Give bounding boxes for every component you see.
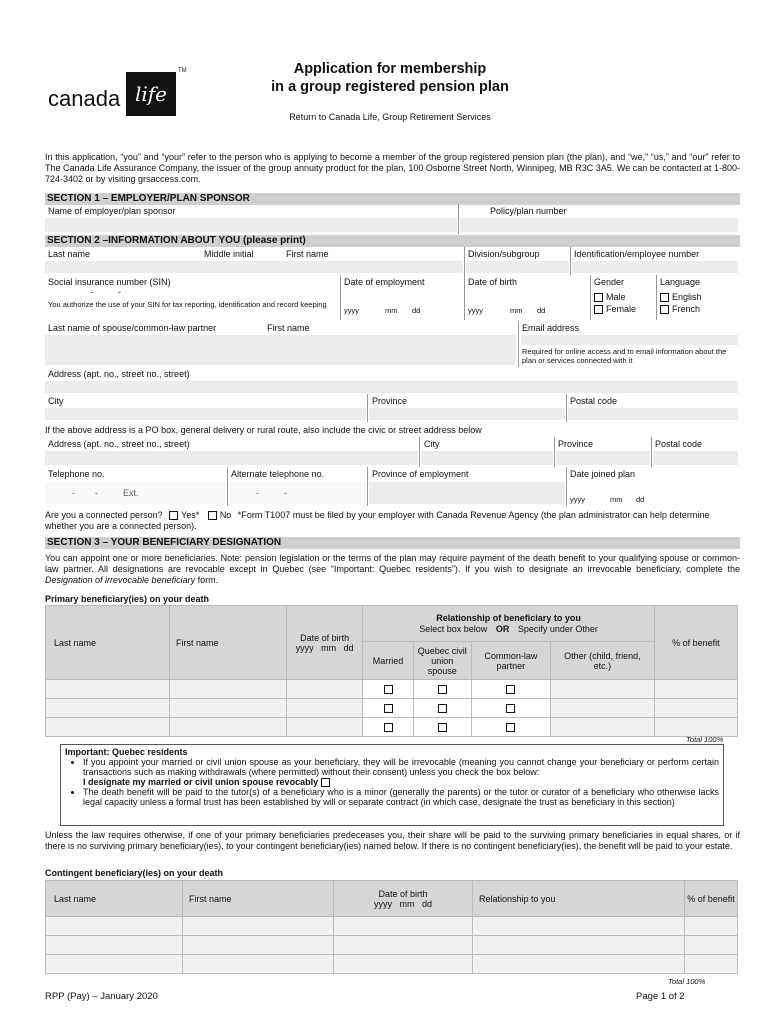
language-label: Language (660, 277, 701, 287)
connected-note: *Form T1007 must be filed by your employer with Canada Revenue Agency (the plan administrator can help determine whether you are a connected person). (45, 510, 710, 531)
c-col-relationship: Relationship to you (473, 881, 685, 917)
p2-dob[interactable] (286, 699, 363, 718)
section-1-heading: SECTION 1 – EMPLOYER/PLAN SPONSOR (45, 193, 740, 205)
id-number-field[interactable] (572, 261, 738, 273)
beneficiary-intro: You can appoint one or more beneficiaries. Note: pension legislation or the terms of the plan may require payment of the death benefit to your qualifying spouse or common-law partner. All designations are revocable except in Quebec (see “Important: Quebec residents”). If you wish to designate an irrevocable beneficiary, complete the Designation of irrevocable beneficiary form. (45, 553, 740, 585)
female-checkbox[interactable] (594, 305, 603, 314)
postal2-field[interactable] (653, 451, 738, 465)
employment-mm: mm (385, 306, 398, 315)
joined-dd: dd (636, 495, 645, 504)
postal-field[interactable] (568, 408, 738, 420)
footer-form-id: RPP (Pay) – January 2020 (45, 991, 158, 1002)
section-2-heading: SECTION 2 –INFORMATION ABOUT YOU (please print) (45, 235, 740, 247)
spouse-first-label: First name (267, 323, 310, 333)
c3-dob[interactable] (334, 955, 473, 974)
middle-initial-label: Middle initial (204, 249, 254, 259)
date-birth-label: Date of birth (468, 277, 518, 287)
contingent-total: Total 100% (668, 977, 706, 986)
c2-first[interactable] (183, 936, 334, 955)
employment-yyyy: yyyy (344, 306, 359, 315)
telephone-field[interactable] (45, 482, 226, 504)
page-title (240, 60, 540, 96)
province2-label: Province (558, 439, 594, 449)
p1-quebec-checkbox[interactable] (438, 685, 447, 694)
c1-rel[interactable] (473, 917, 685, 936)
connected-no-label: No (219, 510, 232, 520)
birth-mm: mm (510, 306, 523, 315)
section-3-heading: SECTION 3 – YOUR BENEFICIARY DESIGNATION (45, 537, 740, 549)
birth-yyyy: yyyy (468, 306, 483, 315)
alt-telephone-field[interactable] (229, 482, 366, 504)
english-option[interactable]: English (660, 292, 702, 302)
contingent-row-1 (46, 917, 738, 936)
quebec-revocably: I designate my married or civil union spouse revocably (83, 777, 319, 787)
col-last-name: Last name (46, 606, 170, 680)
c-col-dob: Date of birth yyyy mm dd (334, 881, 473, 917)
contingent-row-3 (46, 955, 738, 974)
primary-beneficiary-table (45, 605, 738, 737)
sin-dashes: - - (90, 287, 121, 297)
quebec-title: Important: Quebec residents (65, 747, 188, 757)
p1-common-checkbox[interactable] (506, 685, 515, 694)
c-col-pct: % of benefit (685, 881, 738, 917)
connected-no-checkbox[interactable] (208, 511, 217, 520)
c1-last[interactable] (46, 917, 183, 936)
c-col-first: First name (183, 881, 334, 917)
title-line-1: Application for membership (293, 61, 487, 77)
first-name-label: First name (286, 249, 329, 259)
connected-person (45, 510, 740, 532)
province-label: Province (372, 396, 408, 406)
return-to: Return to Canada Life, Group Retirement Services (289, 112, 491, 122)
quebec-box (60, 744, 724, 826)
col-quebec: Quebec civil union spouse (413, 642, 471, 680)
sin-label: Social insurance number (SIN) (48, 277, 171, 287)
city2-field[interactable] (421, 451, 553, 465)
contingent-heading: Contingent beneficiary(ies) on your death (45, 868, 224, 878)
p1-pct[interactable] (654, 680, 737, 699)
primary-row-2 (46, 699, 738, 718)
policy-label: Policy/plan number (490, 206, 567, 216)
p1-married-checkbox[interactable] (384, 685, 393, 694)
col-relationship: Relationship of beneficiary to you Select box below OR Specify under Other (363, 606, 654, 642)
address2-label: Address (apt. no., street no., street) (48, 439, 190, 449)
p3-common[interactable] (471, 718, 550, 737)
alt-telephone-label: Alternate telephone no. (231, 469, 325, 479)
p3-first[interactable] (170, 718, 287, 737)
logo (48, 68, 188, 118)
employment-dd: dd (412, 306, 421, 315)
title-line-2: in a group registered pension plan (271, 79, 509, 95)
p1-married[interactable] (363, 680, 413, 699)
p3-quebec[interactable] (413, 718, 471, 737)
c1-dob[interactable] (334, 917, 473, 936)
policy-field[interactable] (460, 218, 738, 232)
primary-total: Total 100% (686, 735, 724, 744)
p3-dob[interactable] (286, 718, 363, 737)
col-first-name: First name (170, 606, 287, 680)
contingent-row-2 (46, 936, 738, 955)
email-label: Email address (522, 323, 580, 333)
spouse-last-label: Last name of spouse/common-law partner (48, 323, 217, 333)
city-label: City (48, 396, 64, 406)
email-field[interactable] (521, 335, 738, 345)
p2-common[interactable] (471, 699, 550, 718)
p3-married-checkbox[interactable] (384, 723, 393, 732)
address2-field[interactable] (45, 451, 418, 465)
connected-yes-checkbox[interactable] (169, 511, 178, 520)
primary-row-3 (46, 718, 738, 737)
male-option[interactable]: Male (594, 292, 626, 302)
alt-telephone-dashes: - - (256, 488, 287, 498)
po-box-note: If the above address is a PO box, general delivery or rural route, also include the civic or street address below (45, 425, 482, 435)
postal2-label: Postal code (655, 439, 703, 449)
name-field[interactable] (45, 261, 463, 273)
city2-label: City (424, 439, 440, 449)
quebec-bullet-1: • If you appoint your married or civil union spouse as your beneficiary, they will be irrevocable (meaning you cannot change your beneficiary or perform certain transactions such as making withdrawals (where permitted) without their consent) unless you check the box below: I designate my married or civil union spouse revocably (83, 757, 719, 787)
c2-rel[interactable] (473, 936, 685, 955)
col-married: Married (363, 642, 413, 680)
date-employment-label: Date of employment (344, 277, 425, 287)
c3-last[interactable] (46, 955, 183, 974)
address-field[interactable] (45, 381, 738, 393)
p1-quebec[interactable] (413, 680, 471, 699)
predecease-paragraph: Unless the law requires otherwise, if one of your primary beneficiaries predeceases you, their share will be paid to the surviving primary beneficiaries in equal shares, or if there is no surviving primary beneficiary(ies), to your contingent beneficiary(ies) named below. If there is no contingent beneficiary(ies), the benefit will be paid to your estate. (45, 830, 740, 851)
p3-quebec-checkbox[interactable] (438, 723, 447, 732)
primary-heading: Primary beneficiary(ies) on your death (45, 594, 210, 604)
primary-row-1 (46, 680, 738, 699)
province-employment-label: Province of employment (372, 469, 469, 479)
p2-other[interactable] (550, 699, 654, 718)
p2-first[interactable] (170, 699, 287, 718)
logo-word: canada (48, 86, 121, 111)
c2-dob[interactable] (334, 936, 473, 955)
address-label: Address (apt. no., street no., street) (48, 369, 190, 379)
female-option[interactable]: Female (594, 304, 636, 314)
c2-last[interactable] (46, 936, 183, 955)
postal-label: Postal code (570, 396, 618, 406)
date-joined-label: Date joined plan (570, 469, 636, 479)
p2-quebec[interactable] (413, 699, 471, 718)
p2-married-checkbox[interactable] (384, 704, 393, 713)
connected-question: Are you a connected person? (45, 510, 163, 520)
connected-yes-label: Yes* (181, 510, 200, 520)
p1-common[interactable] (471, 680, 550, 699)
quebec-bullet-2: • The death benefit will be paid to the tutor(s) of a beneficiary who is a minor (generally the parents) or the tutor or curator of a beneficiary who otherwise lacks legal capacity unless a formal trust has been established by will or separate contract (in which case, designate the trust as beneficiary in this section) (83, 787, 719, 807)
joined-mm: mm (610, 495, 623, 504)
p1-first[interactable] (170, 680, 287, 699)
p3-pct[interactable] (654, 718, 737, 737)
province2-field[interactable] (556, 451, 650, 465)
logo-tm: TM (178, 68, 187, 74)
division-label: Division/subgroup (468, 249, 540, 259)
province-field[interactable] (369, 408, 565, 420)
c-col-last: Last name (46, 881, 183, 917)
division-field[interactable] (466, 261, 569, 273)
english-checkbox[interactable] (660, 293, 669, 302)
p2-quebec-checkbox[interactable] (438, 704, 447, 713)
french-option[interactable]: French (660, 304, 700, 314)
contingent-beneficiary-table (45, 880, 738, 974)
c3-rel[interactable] (473, 955, 685, 974)
employer-field[interactable] (45, 218, 457, 232)
employer-label: Name of employer/plan sponsor (48, 206, 176, 216)
col-common-law: Common-law partner (471, 642, 550, 680)
c3-first[interactable] (183, 955, 334, 974)
c1-pct[interactable] (685, 917, 738, 936)
col-pct: % of benefit (654, 606, 737, 680)
sin-note: You authorize the use of your SIN for tax reporting, identification and record keeping (48, 300, 327, 309)
p3-common-checkbox[interactable] (506, 723, 515, 732)
province-employment-field[interactable] (369, 482, 565, 504)
p2-last[interactable] (46, 699, 170, 718)
last-name-label: Last name (48, 249, 91, 259)
p1-other[interactable] (550, 680, 654, 699)
irrevocable-form-name: Designation of irrevocable beneficiary (45, 575, 196, 585)
logo-life-box (126, 72, 176, 116)
id-number-label: Identification/employee number (574, 249, 700, 259)
p1-dob[interactable] (286, 680, 363, 699)
col-other: Other (child, friend, etc.) (550, 642, 654, 680)
joined-yyyy: yyyy (570, 495, 585, 504)
birth-dd: dd (537, 306, 546, 315)
p2-married[interactable] (363, 699, 413, 718)
french-checkbox[interactable] (660, 305, 669, 314)
p2-common-checkbox[interactable] (506, 704, 515, 713)
c2-pct[interactable] (685, 936, 738, 955)
intro-paragraph: In this application, “you” and “your” refer to the person who is applying to become a member of the group registered pension plan (the plan), and “we,” “us,” and “our” refer to The Canada Life Assurance Company, the issuer of the group annuity product for the plan, 100 Osborne Street North, Winnipeg, MB R3C 3A5. We can be contacted at 1-800-724-3402 or by visiting grsaccess.com. (45, 152, 740, 184)
city-field[interactable] (45, 408, 366, 420)
p3-other[interactable] (550, 718, 654, 737)
footer-page-number: Page 1 of 2 (636, 991, 685, 1002)
telephone-dashes: - - Ext. (72, 488, 139, 498)
c3-pct[interactable] (685, 955, 738, 974)
c1-first[interactable] (183, 917, 334, 936)
logo-life-text: life (134, 82, 168, 106)
gender-label: Gender (594, 277, 625, 287)
male-checkbox[interactable] (594, 293, 603, 302)
p1-last[interactable] (46, 680, 170, 699)
p3-last[interactable] (46, 718, 170, 737)
quebec-revocably-checkbox[interactable] (321, 778, 330, 787)
spouse-name-field[interactable] (45, 335, 516, 365)
p2-pct[interactable] (654, 699, 737, 718)
p3-married[interactable] (363, 718, 413, 737)
col-dob: Date of birth yyyy mm dd (286, 606, 363, 680)
email-note: Required for online access and to email information about the plan or services connected with it (522, 347, 727, 365)
telephone-label: Telephone no. (48, 469, 105, 479)
